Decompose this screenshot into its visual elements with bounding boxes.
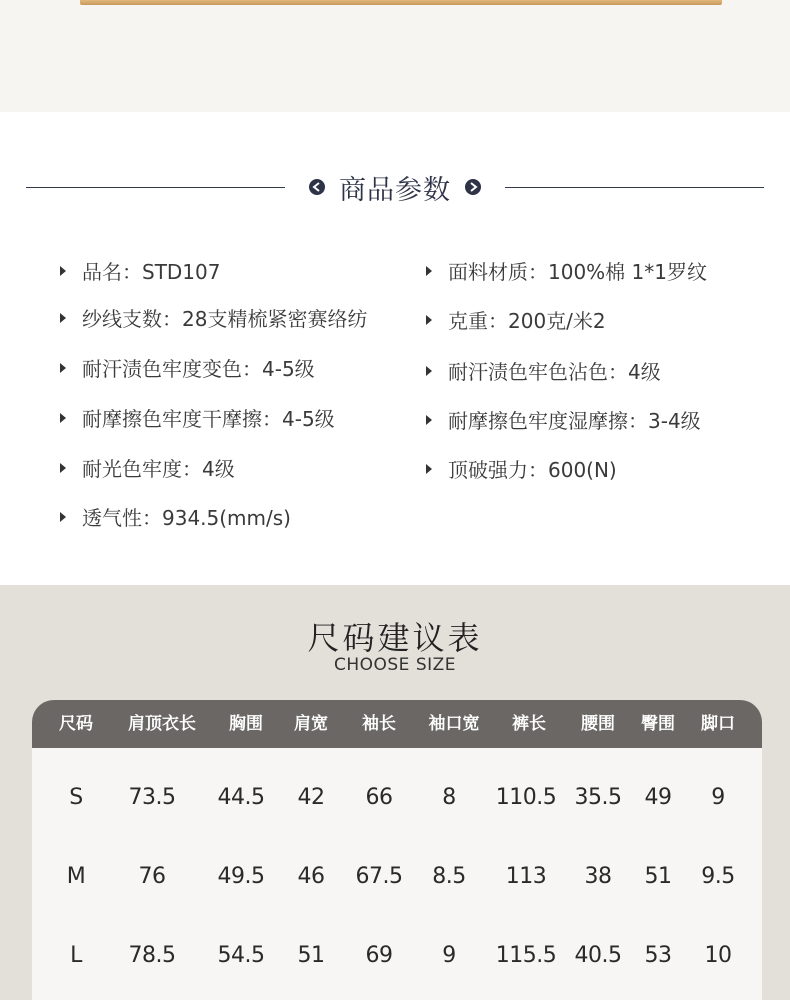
header-cell-cuff: 袖口宽	[428, 714, 480, 734]
table-cell: 9	[711, 785, 725, 810]
param-item	[426, 405, 701, 434]
chevron-right-icon	[465, 179, 481, 195]
param-text: 纱线支数：28支精梳紧密赛络纺	[82, 307, 368, 331]
params-header	[0, 167, 790, 207]
param-text: 耐汗渍色牢色沾色：4级	[448, 360, 661, 384]
param-item	[426, 356, 661, 385]
param-item	[60, 353, 315, 382]
params-title-group	[305, 167, 485, 207]
param-text: 克重：200克/米2	[448, 309, 606, 333]
table-cell: 8.5	[432, 864, 466, 889]
table-cell: 66	[365, 785, 393, 810]
param-item	[426, 305, 606, 334]
table-cell: 9	[442, 943, 456, 968]
param-item	[60, 256, 221, 285]
table-cell: 69	[365, 943, 393, 968]
param-text: 面料材质：100%棉 1*1罗纹	[448, 260, 707, 284]
param-item	[60, 453, 235, 482]
param-item	[60, 303, 367, 332]
header-cell-sleeve: 袖长	[362, 714, 396, 734]
table-cell: 9.5	[701, 864, 735, 889]
size-chart-subtitle: CHOOSE SIZE	[333, 655, 457, 675]
triangle-bullet-icon	[426, 315, 432, 325]
table-cell: 40.5	[574, 943, 622, 968]
header-cell-hip: 臀围	[641, 714, 675, 734]
table-cell: 51	[644, 864, 672, 889]
header-cell-size: 尺码	[59, 714, 93, 734]
table-cell: 38	[584, 864, 612, 889]
product-params-section	[0, 112, 790, 585]
table-cell: 42	[297, 785, 325, 810]
triangle-bullet-icon	[60, 413, 66, 423]
table-cell: M	[66, 864, 86, 889]
header-cell-chest: 胸围	[229, 714, 263, 734]
param-text: 透气性：934.5(mm/s)	[82, 506, 291, 530]
size-chart-section	[0, 585, 790, 1000]
header-cell-pants-length: 裤长	[512, 714, 546, 734]
table-cell: 73.5	[128, 785, 176, 810]
table-cell: 35.5	[574, 785, 622, 810]
param-text: 耐摩擦色牢度干摩擦：4-5级	[82, 407, 335, 431]
params-title: 商品参数	[339, 174, 451, 206]
table-cell: 78.5	[128, 943, 176, 968]
table-cell: 51	[297, 943, 325, 968]
size-table	[32, 700, 762, 1000]
header-divider-left	[26, 187, 285, 188]
table-cell: 49.5	[217, 864, 265, 889]
triangle-bullet-icon	[60, 463, 66, 473]
header-cell-length: 肩顶衣长	[128, 714, 196, 734]
triangle-bullet-icon	[426, 415, 432, 425]
param-item	[60, 502, 291, 531]
table-cell: 110.5	[495, 785, 557, 810]
table-cell: 113	[505, 864, 547, 889]
triangle-bullet-icon	[60, 266, 66, 276]
table-cell: 8	[442, 785, 456, 810]
table-cell: S	[69, 785, 83, 810]
param-item	[60, 403, 335, 432]
table-cell: 49	[644, 785, 672, 810]
triangle-bullet-icon	[60, 313, 66, 323]
triangle-bullet-icon	[426, 366, 432, 376]
table-cell: 54.5	[217, 943, 265, 968]
triangle-bullet-icon	[60, 512, 66, 522]
header-divider-right	[505, 187, 764, 188]
table-cell: 115.5	[495, 943, 557, 968]
param-text: 顶破强力：600(N)	[448, 458, 617, 482]
param-text: 耐汗渍色牢度变色：4-5级	[82, 357, 315, 381]
triangle-bullet-icon	[426, 266, 432, 276]
table-cell: 53	[644, 943, 672, 968]
size-table-header	[32, 700, 762, 748]
table-cell: 76	[138, 864, 166, 889]
param-text: 品名：STD107	[82, 260, 221, 284]
triangle-bullet-icon	[60, 363, 66, 373]
table-cell: 46	[297, 864, 325, 889]
table-cell: 10	[704, 943, 732, 968]
chevron-left-icon	[309, 179, 325, 195]
header-cell-hem: 脚口	[701, 714, 735, 734]
table-cell: 67.5	[355, 864, 403, 889]
table-cell: 44.5	[217, 785, 265, 810]
top-banner-strip	[0, 0, 790, 112]
product-image-bottom-edge	[80, 0, 722, 5]
table-cell: L	[70, 943, 82, 968]
param-text: 耐摩擦色牢度湿摩擦：3-4级	[448, 409, 701, 433]
header-cell-shoulder: 肩宽	[294, 714, 328, 734]
param-item	[426, 256, 707, 285]
header-cell-waist: 腰围	[581, 714, 615, 734]
param-text: 耐光色牢度：4级	[82, 457, 235, 481]
size-chart-title: 尺码建议表	[307, 619, 483, 657]
triangle-bullet-icon	[426, 464, 432, 474]
param-item	[426, 454, 617, 483]
